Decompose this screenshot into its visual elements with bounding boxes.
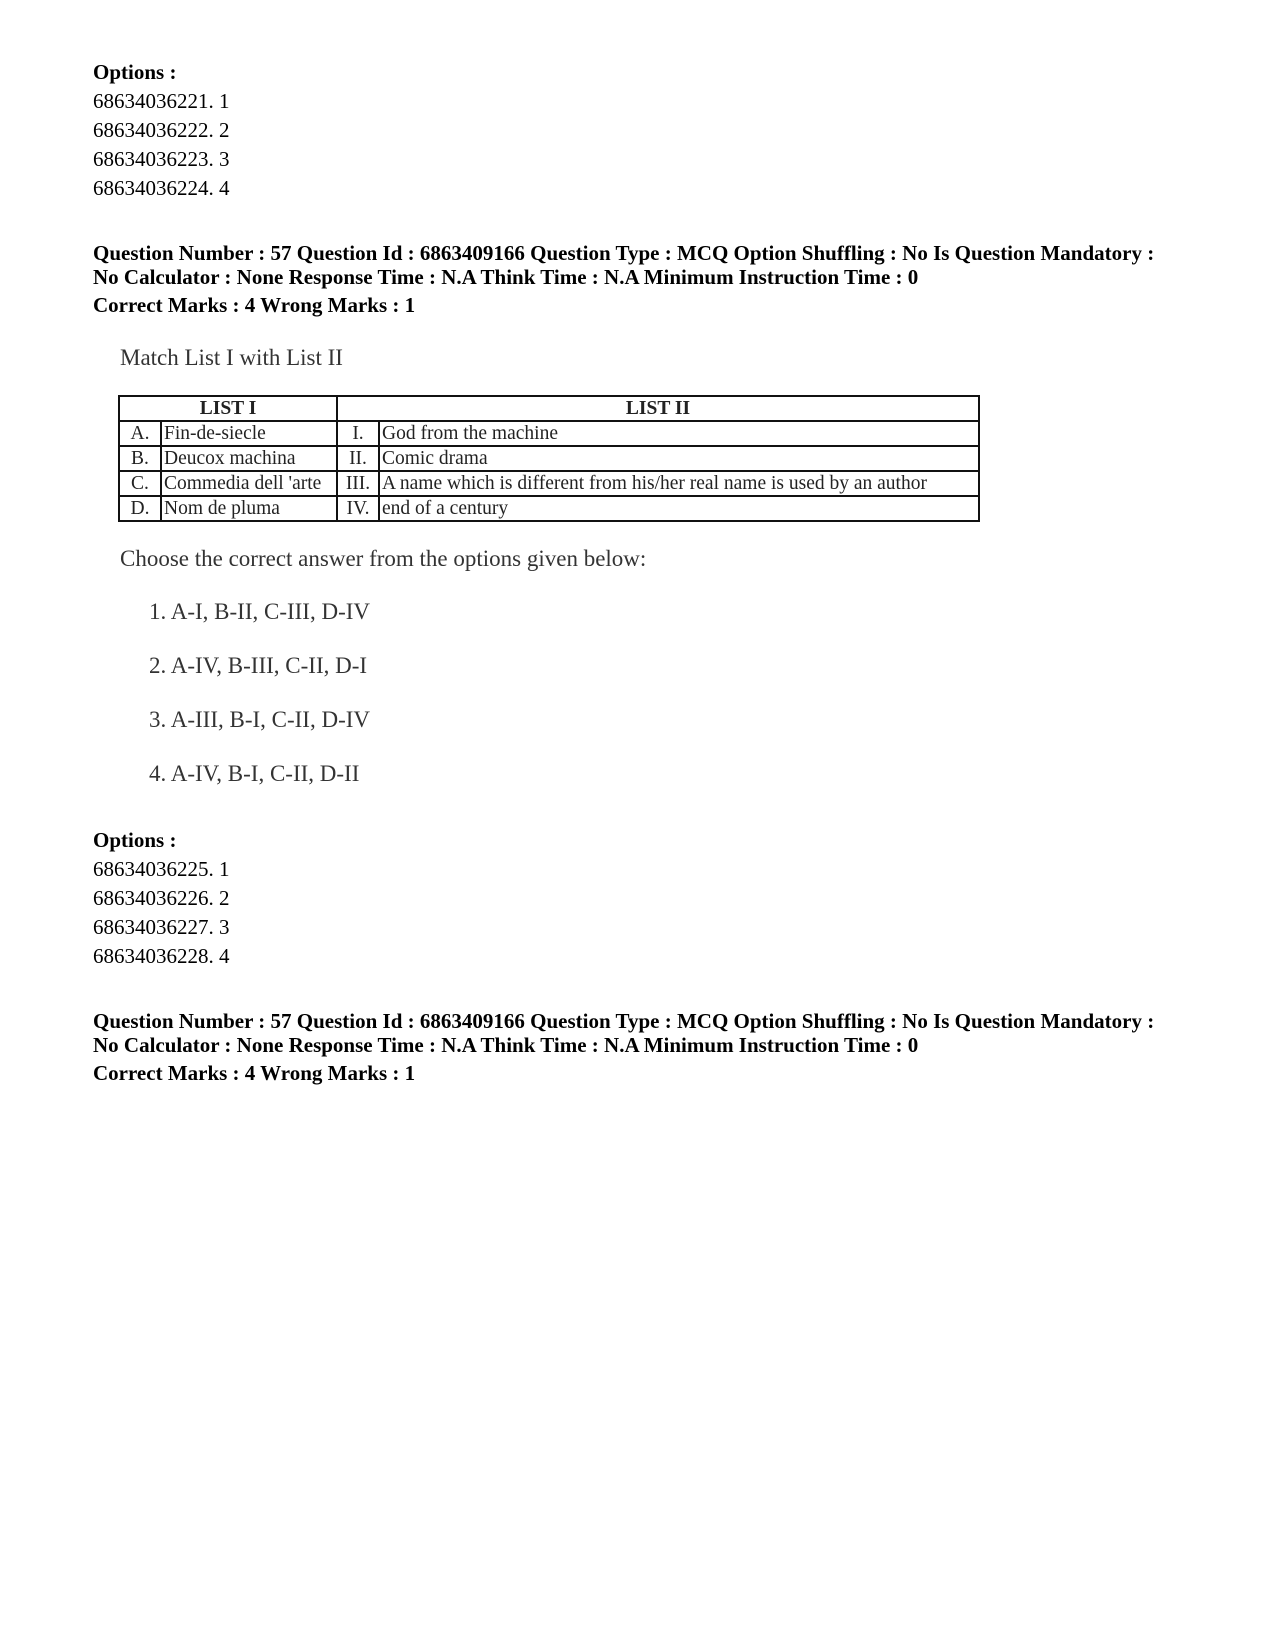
- option-item: 68634036225. 1: [93, 857, 230, 881]
- row-numeral: II.: [337, 446, 379, 471]
- list1-item: Fin-de-siecle: [161, 421, 337, 446]
- answer-choice: 2. A-IV, B-III, C-II, D-I: [149, 653, 368, 678]
- list2-header: LIST II: [337, 396, 979, 421]
- question-header-repeat: [93, 1010, 1154, 1086]
- question-meta-line-2: No Calculator : None Response Time : N.A Think Time : N.A Minimum Instruction Time : 0: [93, 264, 919, 289]
- list1-item: Deucox machina: [161, 446, 337, 471]
- option-item: 68634036222. 2: [93, 118, 230, 142]
- question-meta-line-1: Question Number : 57 Question Id : 6863409166 Question Type : MCQ Option Shuffling : No Is Question Mandatory :: [93, 1009, 1155, 1033]
- choose-instruction: Choose the correct answer from the options given below:: [120, 546, 647, 571]
- answer-choice: 3. A-III, B-I, C-II, D-IV: [149, 707, 370, 732]
- row-letter: A.: [119, 421, 161, 446]
- question-content: [118, 344, 978, 788]
- question-header: [93, 242, 1154, 318]
- option-item: 68634036223. 3: [93, 147, 230, 171]
- list1-header: LIST I: [119, 396, 337, 421]
- list2-item: Comic drama: [379, 446, 979, 471]
- row-numeral: I.: [337, 421, 379, 446]
- option-item: 68634036221. 1: [93, 89, 230, 113]
- option-item: 68634036226. 2: [93, 886, 230, 910]
- answer-choice: 1. A-I, B-II, C-III, D-IV: [149, 599, 370, 624]
- question-instruction: Match List I with List II: [120, 345, 343, 370]
- table-row: [119, 496, 979, 521]
- row-letter: B.: [119, 446, 161, 471]
- row-numeral: III.: [337, 471, 379, 496]
- table-row: [119, 446, 979, 471]
- list2-item: A name which is different from his/her real name is used by an author: [379, 471, 979, 496]
- row-numeral: IV.: [337, 496, 379, 521]
- answer-choice: 4. A-IV, B-I, C-II, D-II: [149, 761, 360, 786]
- row-letter: C.: [119, 471, 161, 496]
- options-label: Options :: [93, 60, 177, 84]
- list2-item: God from the machine: [379, 421, 979, 446]
- question-meta-line-2: No Calculator : None Response Time : N.A Think Time : N.A Minimum Instruction Time : 0: [93, 1032, 919, 1057]
- question-meta-line-1: Question Number : 57 Question Id : 6863409166 Question Type : MCQ Option Shuffling : No Is Question Mandatory :: [93, 241, 1155, 265]
- option-item: 68634036228. 4: [93, 944, 230, 968]
- options-block-2: [93, 826, 230, 971]
- options-label: Options :: [93, 828, 177, 852]
- list1-item: Nom de pluma: [161, 496, 337, 521]
- option-item: 68634036227. 3: [93, 915, 230, 939]
- list2-item: end of a century: [379, 496, 979, 521]
- table-row: [119, 471, 979, 496]
- list1-item: Commedia dell 'arte: [161, 471, 337, 496]
- table-header-row: [119, 396, 979, 421]
- match-table: [118, 395, 980, 522]
- option-item: 68634036224. 4: [93, 176, 230, 200]
- table-row: [119, 421, 979, 446]
- options-block-1: [93, 58, 230, 203]
- question-marks: Correct Marks : 4 Wrong Marks : 1: [93, 293, 416, 317]
- row-letter: D.: [119, 496, 161, 521]
- question-marks: Correct Marks : 4 Wrong Marks : 1: [93, 1061, 416, 1085]
